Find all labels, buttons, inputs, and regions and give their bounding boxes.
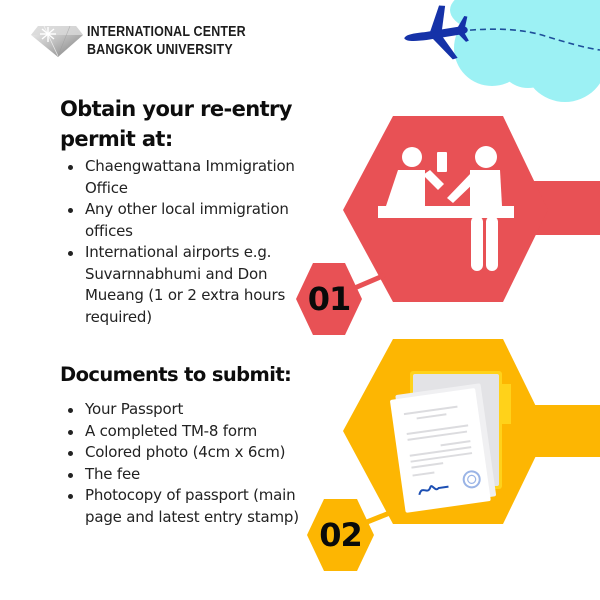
list-item: A completed TM-8 form (63, 421, 328, 443)
section-1-title: Obtain your re-entry permit at: (60, 97, 292, 151)
list-item: Your Passport (63, 399, 328, 421)
list-item: Photocopy of passport (main page and latest entry stamp) (63, 485, 328, 528)
section-2-number: 02 (319, 516, 362, 554)
list-item: Any other local immigration offices (63, 199, 328, 242)
org-line-2: BANGKOK UNIVERSITY (87, 42, 233, 58)
section-1-number: 01 (307, 280, 351, 318)
list-item: The fee (63, 464, 328, 486)
list-item: Chaengwattana Immigration Office (63, 156, 328, 199)
org-line-1: INTERNATIONAL CENTER (87, 24, 246, 40)
list-item: Colored photo (4cm x 6cm) (63, 442, 328, 464)
list-item: International airports e.g. Suvarnnabhumi and Don Mueang (1 or 2 extra hours required) (63, 242, 328, 328)
section-2-title: Documents to submit: (60, 363, 292, 386)
